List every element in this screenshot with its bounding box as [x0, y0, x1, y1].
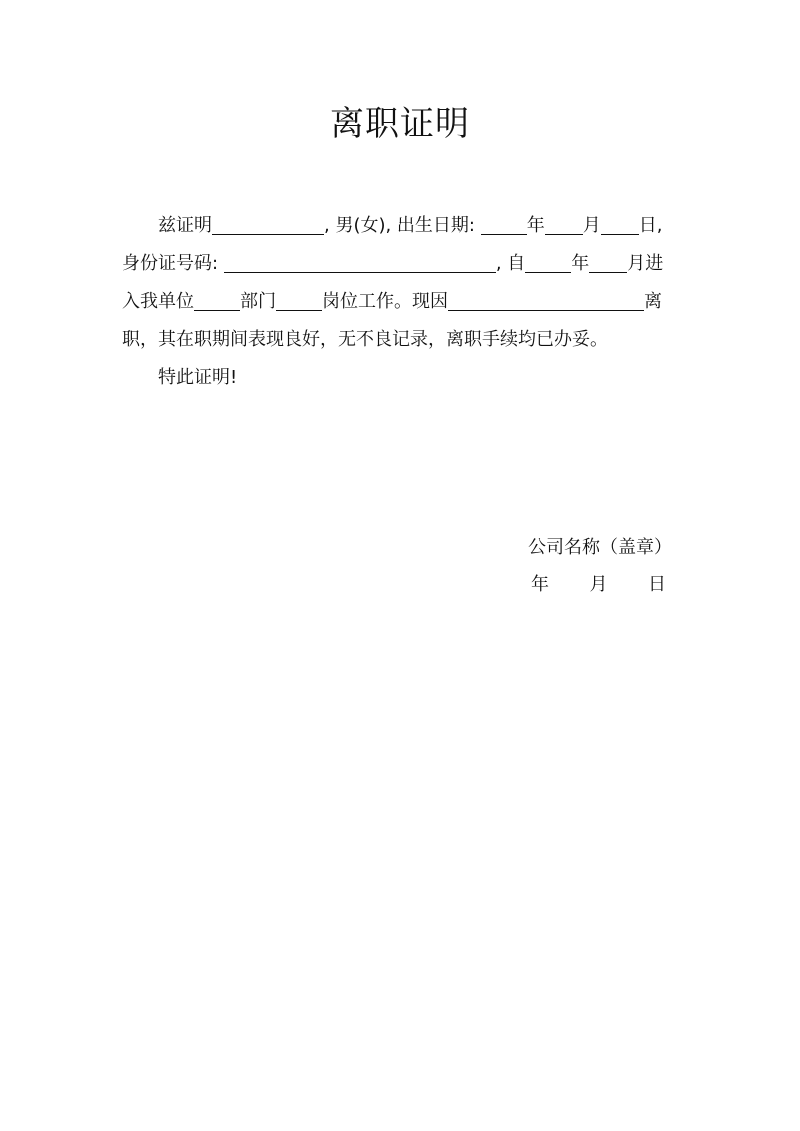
- position-field[interactable]: [276, 286, 322, 311]
- id-number-field[interactable]: [224, 248, 496, 273]
- resign-label-start: 离: [644, 291, 662, 312]
- reason-field[interactable]: [448, 286, 644, 311]
- body-line-1: [122, 208, 682, 246]
- birth-day-label: 日,: [638, 215, 663, 236]
- body-line-2: [122, 246, 682, 284]
- certify-label: 兹证明: [158, 215, 212, 236]
- join-year-label: 年: [571, 253, 590, 274]
- gender-birthdate-label: , 男(女), 出生日期:: [324, 215, 475, 236]
- position-reason-label: 岗位工作。现因: [322, 291, 448, 312]
- join-year-field[interactable]: [525, 248, 571, 273]
- birth-month-label: 月: [582, 215, 601, 236]
- name-field[interactable]: [212, 210, 324, 235]
- signature-day-label: 日: [648, 574, 666, 595]
- performance-statement: 职，其在职期间表现良好，无不良记录，离职手续均已办妥。: [122, 329, 608, 350]
- department-label: 部门: [240, 291, 276, 312]
- birth-month-field[interactable]: [545, 210, 583, 235]
- document-title: 离职证明: [330, 104, 470, 144]
- signature-month-label: 月: [589, 574, 608, 595]
- department-field[interactable]: [194, 286, 240, 311]
- birth-year-label: 年: [526, 215, 545, 236]
- joined-unit-label: 入我单位: [122, 291, 194, 312]
- signature-date: [531, 570, 666, 596]
- since-label: , 自: [495, 253, 526, 274]
- body-line-4: [122, 322, 682, 360]
- body-line-5: [122, 360, 682, 398]
- birth-day-field[interactable]: [601, 210, 639, 235]
- birth-year-field[interactable]: [481, 210, 527, 235]
- closing-statement: 特此证明!: [158, 367, 238, 388]
- signature-year-label: 年: [531, 574, 549, 595]
- join-month-field[interactable]: [589, 248, 627, 273]
- id-number-label: 身份证号码:: [122, 253, 219, 274]
- join-month-label: 月进: [627, 253, 664, 274]
- certificate-body: [122, 208, 682, 398]
- company-seal-label: 公司名称（盖章）: [528, 537, 672, 558]
- body-line-3: [122, 284, 682, 322]
